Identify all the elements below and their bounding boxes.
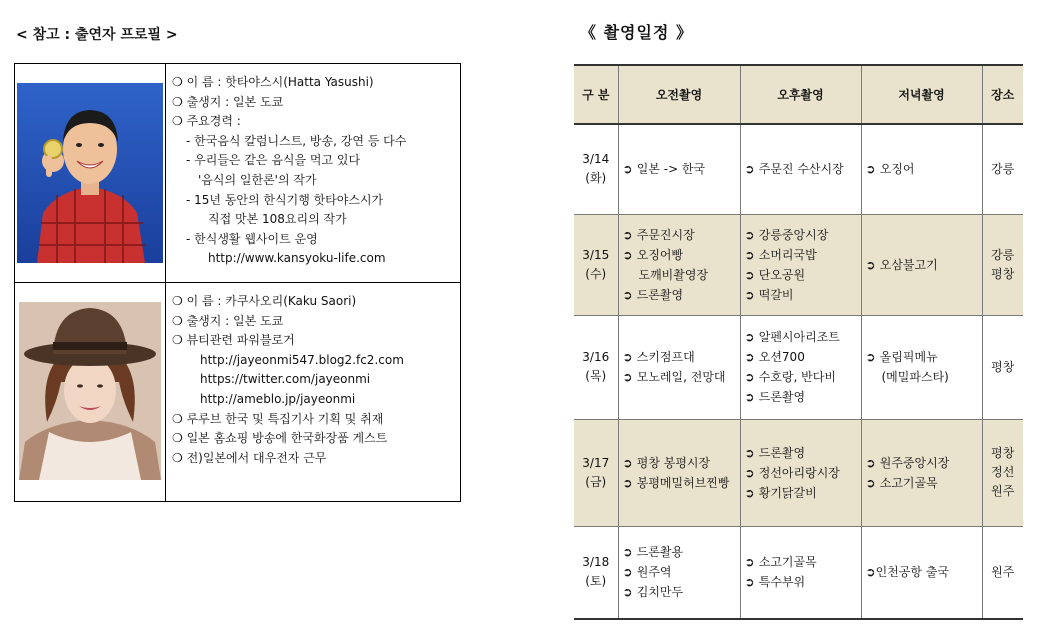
arrow-bullet-icon: ➲: [744, 575, 759, 590]
profile-row-hatta: [15, 64, 461, 283]
arrow-bullet-icon: ➲: [622, 565, 637, 580]
date-text: (토): [585, 574, 607, 589]
schedule-item-text: 스키점프대: [636, 350, 695, 364]
schedule-item: [745, 347, 861, 367]
schedule-item-text: 드론촬영: [758, 390, 806, 404]
profile-info-line: http://www.kansyoku-life.com: [208, 251, 386, 266]
place-text: 강릉: [991, 247, 1015, 262]
evening-cell: [861, 214, 982, 315]
schedule-item: [745, 245, 861, 265]
schedule-item: [745, 367, 861, 387]
header-evening: 저녁촬영: [861, 65, 982, 124]
schedule-row: [574, 419, 1023, 526]
profile-info-line: ❍ 루루브 한국 및 특집기사 기획 및 취재: [172, 411, 384, 426]
schedule-row: [574, 526, 1023, 619]
arrow-bullet-icon: ➲: [744, 287, 759, 302]
schedule-row: [574, 214, 1023, 315]
schedule-item: [866, 367, 982, 387]
schedule-item-text: 오징어: [879, 162, 915, 177]
schedule-item: [623, 225, 740, 245]
afternoon-cell: [740, 419, 861, 526]
date-text: (화): [585, 171, 607, 186]
schedule-item: [623, 285, 740, 305]
schedule-item-text: 특수부위: [758, 575, 806, 590]
schedule-item-text: 봉평메밀허브찐빵: [636, 475, 730, 490]
profile-info-line: https://twitter.com/jayeonmi: [200, 372, 371, 387]
schedule-item: [866, 159, 982, 179]
schedule-item-text: 모노레일, 전망대: [636, 370, 726, 384]
arrow-bullet-icon: ➲: [744, 390, 759, 404]
place-text: 평창: [991, 266, 1015, 281]
place-text: 평창: [991, 359, 1015, 374]
schedule-item-text: 소머리국밥: [758, 247, 817, 262]
schedule-item: [745, 327, 861, 347]
arrow-bullet-icon: ➲: [744, 350, 759, 364]
schedule-item: [745, 285, 861, 305]
schedule-item-text: 소고기골목: [879, 475, 938, 490]
schedule-date: [574, 419, 618, 526]
schedule-item: [623, 562, 740, 582]
arrow-bullet-icon: ➲: [744, 465, 759, 480]
photo-cell: [15, 64, 166, 283]
schedule-date: [574, 214, 618, 315]
profile-info-line: - 한국음식 칼럼니스트, 방송, 강연 등 다수: [186, 133, 407, 148]
place-text: 평창: [991, 446, 1015, 460]
schedule-item-text: 떡갈비: [758, 287, 794, 302]
profile-info-line: http://jayeonmi547.blog2.fc2.com: [200, 352, 404, 367]
schedule-item: [745, 387, 861, 407]
evening-cell: [861, 419, 982, 526]
arrow-bullet-icon: ➲: [865, 257, 880, 272]
header-afternoon: 오후촬영: [740, 65, 861, 124]
schedule-item: [745, 159, 861, 179]
schedule-title: 《 촬영일정 》: [580, 23, 693, 42]
profile-info-line: http://ameblo.jp/jayeonmi: [200, 391, 356, 406]
place-cell: [982, 315, 1023, 419]
arrow-bullet-icon: ➲: [622, 162, 637, 177]
profile-info-line: ❍ 일본 홈쇼핑 방송에 한국화장품 게스트: [172, 431, 388, 446]
place-cell: [982, 526, 1023, 619]
profile-photo-man: [17, 83, 163, 263]
schedule-item-text: 오징어빵: [636, 247, 684, 262]
arrow-bullet-icon: ➲: [744, 555, 759, 570]
date-text: 3/14: [582, 152, 610, 167]
date-text: 3/15: [582, 247, 610, 262]
place-cell: [982, 419, 1023, 526]
date-text: (수): [585, 266, 607, 281]
arrow-bullet-icon: ➲: [865, 350, 880, 364]
place-cell: [982, 214, 1023, 315]
afternoon-cell: [740, 315, 861, 419]
arrow-bullet-icon: ➲: [622, 287, 637, 302]
schedule-item-text: 강릉중앙시장: [758, 227, 829, 242]
schedule-item-text: 단오공원: [758, 267, 806, 282]
arrow-bullet-icon: ➲: [865, 162, 880, 177]
schedule-item-text: 알펜시아리조트: [758, 330, 840, 344]
schedule-item: [623, 542, 740, 562]
profile-info-line: ❍ 출생지 : 일본 도쿄: [172, 313, 284, 328]
schedule-item-text: 평창 봉평시장: [636, 455, 711, 470]
profile-photo-woman: [19, 302, 161, 480]
schedule-item: [745, 463, 861, 483]
profile-table: [14, 63, 461, 502]
schedule-item-text: 황기닭갈비: [758, 485, 817, 500]
evening-cell: [861, 124, 982, 214]
schedule-item-text: 드론촬용: [636, 545, 684, 560]
schedule-item-text: 드론촬영: [758, 445, 806, 460]
profile-info-line: ❍ 뷰티관련 파워블로거: [172, 333, 295, 348]
morning-cell: [618, 214, 740, 315]
profile-row-kaku: [15, 283, 461, 502]
schedule-item-text: 인천공항 출국: [875, 565, 949, 580]
afternoon-cell: [740, 526, 861, 619]
profile-section-title: < 참고 : 출연자 프로필 >: [16, 27, 178, 43]
arrow-bullet-icon: ➲: [622, 247, 637, 262]
morning-cell: [618, 526, 740, 619]
schedule-item: [623, 159, 740, 179]
schedule-item: [623, 245, 740, 265]
schedule-item-text: 정선아리랑시장: [758, 465, 840, 480]
morning-cell: [618, 124, 740, 214]
morning-cell: [618, 315, 740, 419]
arrow-bullet-icon: ➲: [622, 227, 637, 242]
arrow-bullet-icon: ➲: [622, 585, 637, 600]
arrow-bullet-icon: ➲: [622, 545, 637, 560]
place-cell: [982, 124, 1023, 214]
arrow-bullet-icon: ➲: [622, 455, 637, 470]
place-text: 원주: [991, 484, 1015, 498]
arrow-bullet-icon: ➲: [744, 485, 759, 500]
date-text: (목): [585, 369, 607, 383]
schedule-item: [623, 473, 740, 493]
date-text: 3/16: [582, 350, 610, 364]
schedule-item-text: 주문진 수산시장: [758, 162, 844, 177]
photo-cell: [15, 283, 166, 502]
afternoon-cell: [740, 214, 861, 315]
schedule-item: [745, 552, 861, 572]
schedule-item: [866, 347, 982, 367]
schedule-item-text: 오삼불고기: [879, 257, 938, 272]
place-text: 강릉: [991, 161, 1015, 176]
profile-info-line: ❍ 전)일본에서 대우전자 근무: [172, 450, 327, 465]
schedule-item-text: (메밀파스타): [881, 370, 949, 384]
schedule-item-text: 수호랑, 반다비: [758, 370, 836, 384]
profile-info-line: 직접 맛본 108요리의 작가: [208, 212, 347, 227]
schedule-item: [623, 367, 740, 387]
profile-info-line: ❍ 출생지 : 일본 도쿄: [172, 94, 284, 109]
schedule-item: [745, 443, 861, 463]
arrow-bullet-icon: ➲: [744, 247, 759, 262]
date-text: 3/17: [582, 455, 610, 470]
date-text: (금): [585, 474, 607, 489]
schedule-item: [623, 582, 740, 602]
schedule-item-text: 드론촬영: [636, 287, 684, 302]
schedule-date: [574, 124, 618, 214]
schedule-item: [745, 483, 861, 503]
date-text: 3/18: [582, 555, 610, 570]
schedule-item-text: 일본 -> 한국: [636, 162, 706, 177]
schedule-item-text: 원주역: [636, 565, 672, 580]
header-place: 장소: [982, 65, 1023, 124]
profile-info-line: ❍ 이 름 : 카쿠사오리(Kaku Saori): [172, 294, 357, 308]
schedule-item-text: 올림픽메뉴: [879, 350, 938, 364]
schedule-body: [574, 124, 1023, 619]
schedule-item: [623, 453, 740, 473]
evening-cell: [861, 526, 982, 619]
profile-info-line: - 한식생활 웹사이트 운영: [186, 231, 318, 246]
schedule-row: [574, 124, 1023, 214]
schedule-table: [574, 64, 1023, 620]
evening-cell: [861, 315, 982, 419]
arrow-bullet-icon: ➲: [744, 445, 759, 460]
schedule-item: [745, 225, 861, 245]
schedule-header-row: [574, 65, 1023, 124]
schedule-item-text: 주문진시장: [636, 227, 695, 242]
schedule-row: [574, 315, 1023, 419]
schedule-item-text: 김치만두: [636, 585, 684, 600]
schedule-item: [866, 255, 982, 275]
profile-info-line: - 15년 동안의 한식기행 핫타야스시가: [186, 192, 384, 207]
schedule-item-text: 오션700: [758, 350, 805, 364]
arrow-bullet-icon: ➲: [744, 370, 759, 384]
arrow-bullet-icon: ➲: [622, 475, 637, 490]
arrow-bullet-icon: ➲: [865, 455, 880, 470]
afternoon-cell: [740, 124, 861, 214]
schedule-date: [574, 315, 618, 419]
arrow-bullet-icon: ➲: [744, 330, 759, 344]
profile-info-kaku: [166, 283, 461, 502]
place-text: 원주: [991, 564, 1015, 579]
schedule-item-text: 소고기골목: [758, 555, 817, 570]
profile-info-line: ❍ 이 름 : 핫타야스시(Hatta Yasushi): [172, 75, 374, 89]
schedule-item: [745, 572, 861, 592]
schedule-item: [866, 453, 982, 473]
schedule-item: [866, 562, 982, 582]
schedule-item: [623, 265, 740, 285]
profile-info-hatta: [166, 64, 461, 283]
header-morning: 오전촬영: [618, 65, 740, 124]
schedule-date: [574, 526, 618, 619]
schedule-item: [745, 265, 861, 285]
profile-info-line: - 우리들은 같은 음식을 먹고 있다: [186, 153, 361, 168]
schedule-item: [866, 473, 982, 493]
profile-info-line: ❍ 주요경력 :: [172, 114, 241, 129]
arrow-bullet-icon: ➲: [622, 350, 637, 364]
arrow-bullet-icon: ➲: [622, 370, 637, 384]
morning-cell: [618, 419, 740, 526]
schedule-item-text: 원주중앙시장: [879, 455, 950, 470]
schedule-item: [623, 347, 740, 367]
arrow-bullet-icon: ➲: [744, 267, 759, 282]
arrow-bullet-icon: ➲: [865, 475, 880, 490]
profile-info-line: '음식의 일한론'의 작가: [198, 172, 317, 187]
arrow-bullet-icon: ➲: [744, 227, 759, 242]
schedule-item-text: 도깨비촬영장: [638, 267, 709, 282]
arrow-bullet-icon: ➲: [744, 162, 759, 177]
header-category: 구 분: [574, 65, 618, 124]
place-text: 정선: [991, 465, 1015, 479]
arrow-bullet-icon: ➲: [865, 565, 876, 580]
